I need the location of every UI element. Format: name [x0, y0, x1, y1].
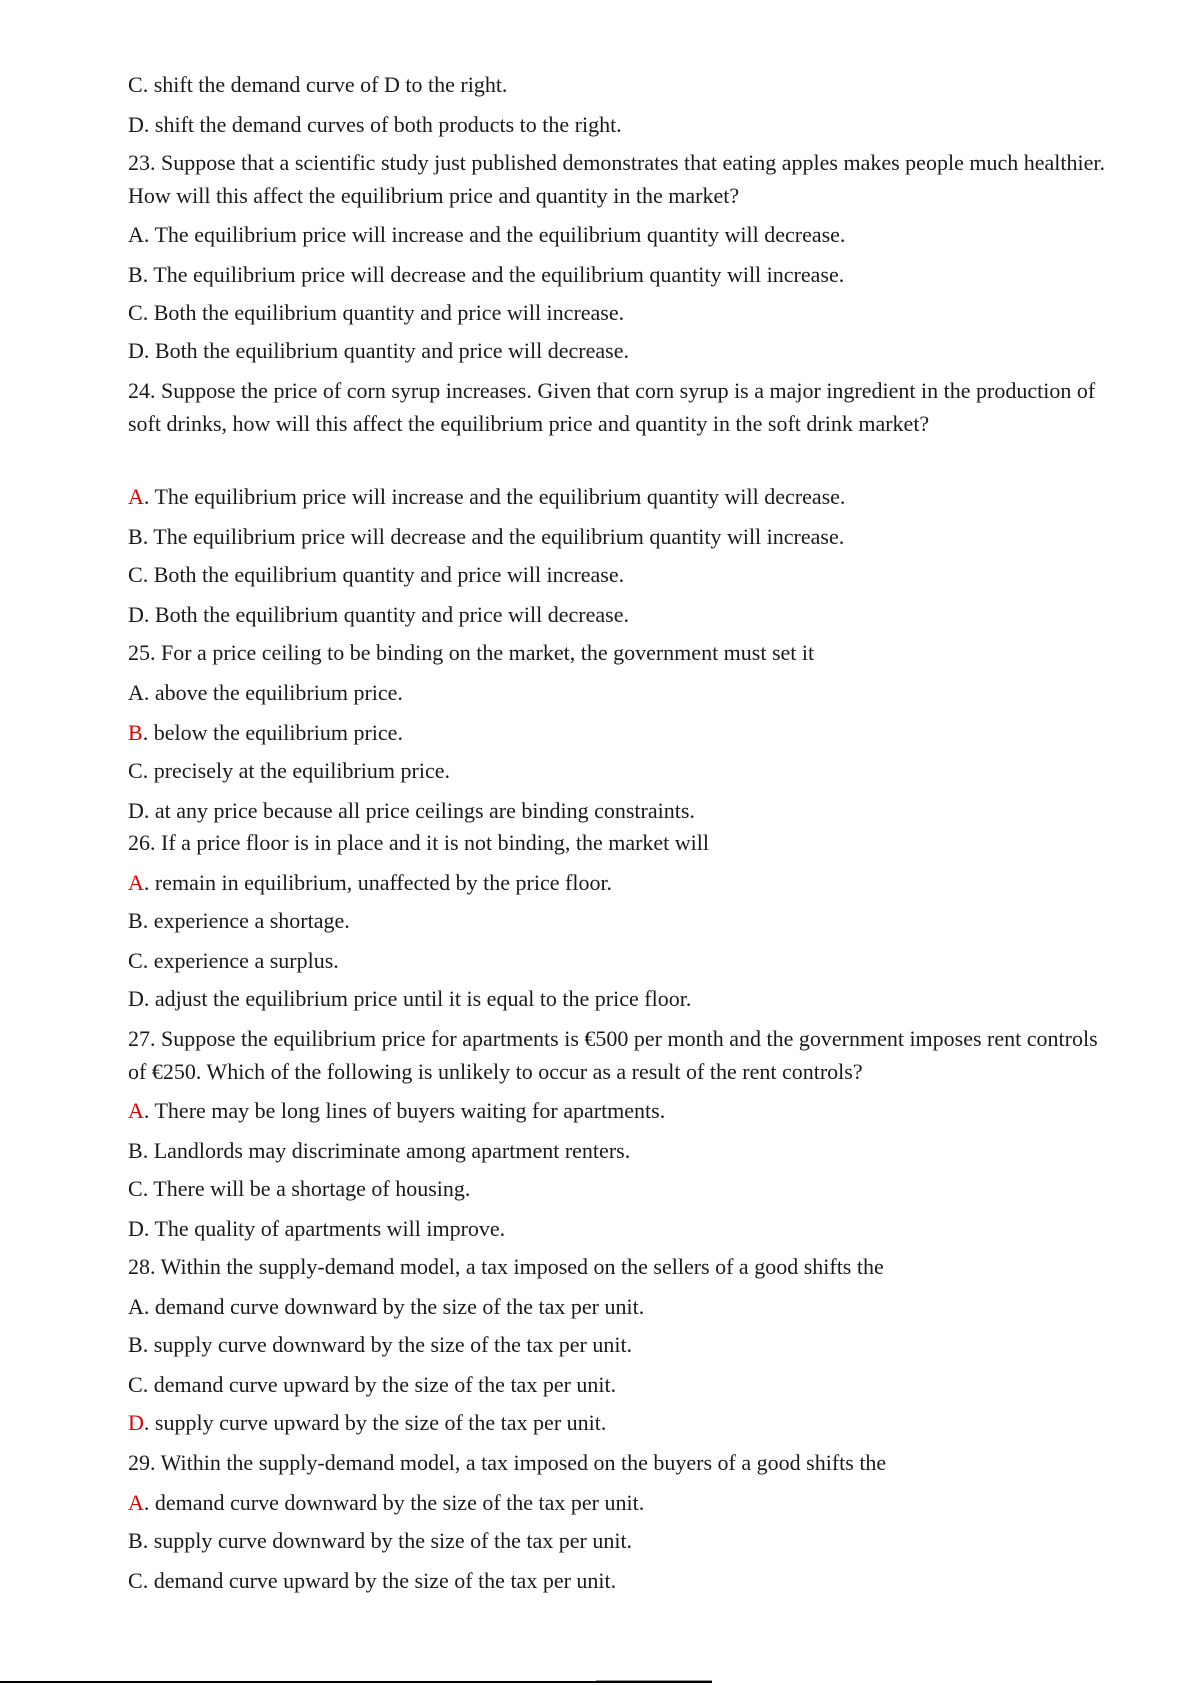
option-text: . precisely at the equilibrium price.	[142, 758, 450, 783]
option-text: . experience a surplus.	[142, 948, 339, 973]
option-b	[128, 1328, 632, 1361]
option-letter: B	[128, 908, 143, 933]
option-letter: C	[128, 948, 143, 973]
option-letter: B	[128, 524, 143, 549]
option-letter: D	[128, 112, 144, 137]
option-letter: C	[128, 1568, 143, 1593]
option-c	[128, 944, 339, 977]
option-d	[128, 1406, 606, 1439]
option-text: . supply curve downward by the size of the tax per unit.	[142, 1528, 633, 1553]
option-text: . The quality of apartments will improve.	[143, 1216, 506, 1241]
option-c	[128, 1368, 616, 1401]
option-letter: C	[128, 562, 143, 587]
option-text: . Both the equilibrium quantity and price will increase.	[142, 300, 625, 325]
question-27: 27. Suppose the equilibrium price for apartments is €500 per month and the government imposes rent controls of €250. Which of the following is unlikely to occur as a result of the rent controls?	[128, 1026, 1098, 1084]
option-letter: D	[128, 986, 144, 1011]
option-letter: A	[128, 1294, 144, 1319]
option-letter: A	[128, 680, 144, 705]
option-c	[128, 1172, 470, 1205]
answer-letter: A	[128, 484, 144, 509]
option-d	[128, 982, 691, 1015]
option-text: . Both the equilibrium quantity and price will decrease.	[143, 338, 629, 363]
option-text: . demand curve downward by the size of the tax per unit.	[143, 1294, 645, 1319]
option-letter: C	[128, 1372, 143, 1397]
option-b	[128, 258, 844, 291]
option-b	[128, 716, 403, 749]
option-text: . supply curve upward by the size of the tax per unit.	[143, 1410, 607, 1435]
option-text: . shift the demand curve of D to the right.	[142, 72, 508, 97]
question-26: 26. If a price floor is in place and it is not binding, the market will	[128, 830, 710, 855]
option-text: . demand curve downward by the size of the tax per unit.	[143, 1490, 645, 1515]
option-letter: B	[128, 1138, 143, 1163]
question-29: 29. Within the supply-demand model, a tax imposed on the buyers of a good shifts the	[128, 1450, 887, 1475]
option-text: . below the equilibrium price.	[142, 720, 403, 745]
option-text: . Landlords may discriminate among apartment renters.	[142, 1138, 631, 1163]
option-letter: D	[128, 798, 144, 823]
option-a	[128, 1486, 644, 1519]
option-text: . at any price because all price ceilings are binding constraints.	[143, 798, 695, 823]
answer-letter: A	[128, 1098, 144, 1123]
option-letter: C	[128, 72, 143, 97]
option-letter: C	[128, 758, 143, 783]
option-text: . Both the equilibrium quantity and price will increase.	[142, 562, 625, 587]
option-letter: B	[128, 262, 143, 287]
option-d	[128, 334, 629, 367]
question-24: 24. Suppose the price of corn syrup increases. Given that corn syrup is a major ingredient in the production of soft drinks, how will this affect the equilibrium price and quantity in the soft drink market?	[128, 378, 1096, 436]
option-letter: D	[128, 602, 144, 627]
answer-letter: A	[128, 870, 144, 895]
footer-rule-faint	[596, 1680, 712, 1681]
option-text: . supply curve downward by the size of the tax per unit.	[142, 1332, 633, 1357]
option-letter: A	[128, 222, 144, 247]
option-text: . There may be long lines of buyers waiting for apartments.	[143, 1098, 666, 1123]
answer-letter: D	[128, 1410, 144, 1435]
option-text: . remain in equilibrium, unaffected by the price floor.	[143, 870, 613, 895]
question-25: 25. For a price ceiling to be binding on the market, the government must set it	[128, 640, 815, 665]
option-b	[128, 520, 844, 553]
option-b	[128, 1524, 632, 1557]
option-text: . demand curve upward by the size of the tax per unit.	[142, 1372, 617, 1397]
option-c	[128, 68, 507, 101]
option-b	[128, 1134, 630, 1167]
option-d	[128, 598, 629, 631]
option-letter: B	[128, 1528, 143, 1553]
option-a	[128, 676, 403, 709]
footer-rule	[0, 1681, 712, 1683]
answer-letter: A	[128, 1490, 144, 1515]
option-d	[128, 1212, 505, 1245]
option-text: . The equilibrium price will decrease and the equilibrium quantity will increase.	[142, 524, 845, 549]
option-a	[128, 1290, 644, 1323]
option-a	[128, 218, 845, 251]
option-a	[128, 480, 845, 513]
option-text: . The equilibrium price will increase and the equilibrium quantity will decrease.	[143, 222, 846, 247]
option-text: . adjust the equilibrium price until it is equal to the price floor.	[143, 986, 692, 1011]
option-c	[128, 1564, 616, 1597]
option-text: . Both the equilibrium quantity and price will decrease.	[143, 602, 629, 627]
option-d	[128, 794, 695, 827]
option-a	[128, 866, 612, 899]
option-letter: D	[128, 338, 144, 363]
option-letter: D	[128, 1216, 144, 1241]
option-text: . demand curve upward by the size of the tax per unit.	[142, 1568, 617, 1593]
option-text: . experience a shortage.	[142, 908, 350, 933]
option-text: . shift the demand curves of both products to the right.	[143, 112, 622, 137]
answer-letter: B	[128, 720, 143, 745]
option-letter: C	[128, 300, 143, 325]
option-text: . There will be a shortage of housing.	[142, 1176, 471, 1201]
question-28: 28. Within the supply-demand model, a tax imposed on the sellers of a good shifts the	[128, 1254, 884, 1279]
question-23: 23. Suppose that a scientific study just published demonstrates that eating apples makes people much healthier. How will this affect the equilibrium price and quantity in the market?	[128, 150, 1105, 208]
option-letter: B	[128, 1332, 143, 1357]
option-c	[128, 296, 624, 329]
option-b	[128, 904, 350, 937]
option-a	[128, 1094, 665, 1127]
option-text: . above the equilibrium price.	[143, 680, 403, 705]
option-text: . The equilibrium price will decrease and the equilibrium quantity will increase.	[142, 262, 845, 287]
option-text: . The equilibrium price will increase and the equilibrium quantity will decrease.	[143, 484, 846, 509]
option-c	[128, 558, 624, 591]
option-letter: C	[128, 1176, 143, 1201]
option-d	[128, 108, 622, 141]
option-c	[128, 754, 450, 787]
